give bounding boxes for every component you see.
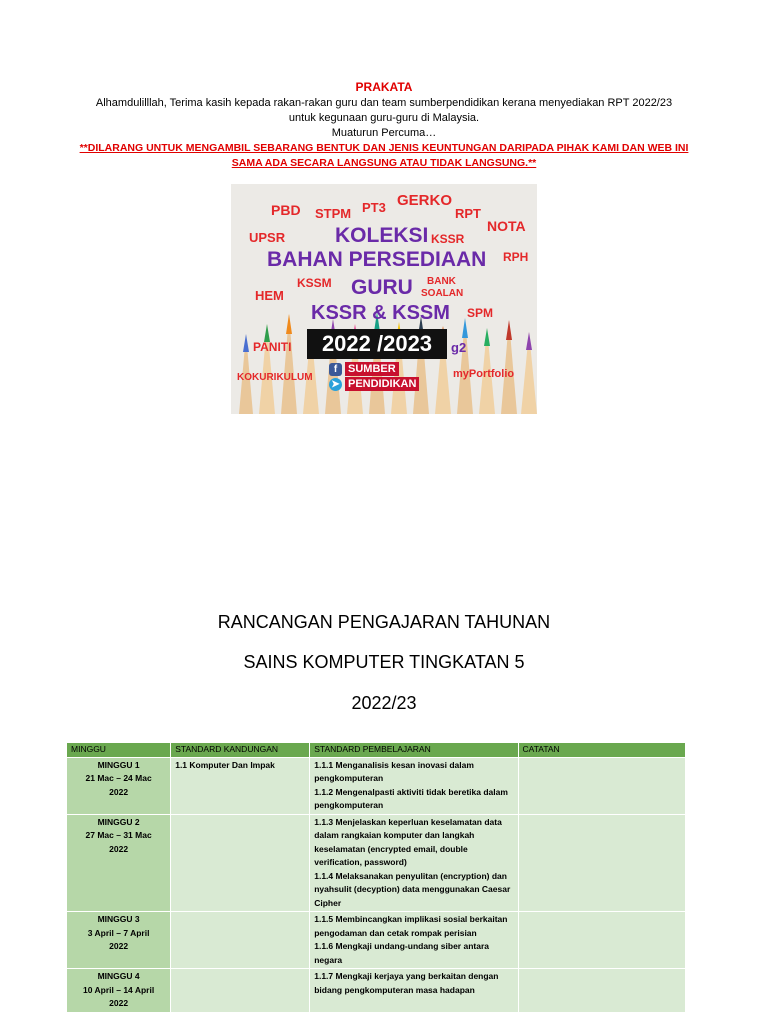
banner-word-rph: RPH — [503, 250, 529, 264]
banner-word-koleksi: KOLEKSI — [335, 224, 429, 247]
banner-word-rpt: RPT — [455, 206, 481, 221]
source-line-2: PENDIDIKAN — [345, 377, 419, 391]
week-label: MINGGU 2 — [97, 816, 140, 827]
warning-line-1: **DILARANG UNTUK MENGAMBIL SEBARANG BENTUK DAN JENIS KEUNTUNGAN DARIPADA PIHAK KAMI DAN WEB INI — [79, 142, 689, 154]
week-year: 2022 — [109, 843, 129, 854]
table-row — [67, 814, 686, 912]
week-dates: 10 April – 14 April — [83, 984, 155, 995]
banner-word-portfolio: myPortfolio — [453, 368, 515, 380]
rpt-table — [66, 742, 686, 1013]
learning-item: 1.1.1 Menganalisis kesan inovasi dalam pengkomputeran — [314, 759, 474, 783]
banner-word-pbd: PBD — [271, 202, 301, 218]
table-row — [67, 757, 686, 814]
document-year: 2022/23 — [351, 693, 417, 713]
week-cell — [67, 757, 171, 814]
learning-item: 1.1.4 Melaksanakan penyulitan (encryption) dan nyahsulit (decyption) data menggunakan Caesar Cipher — [314, 870, 511, 908]
banner-word-panitia: PANITI — [253, 340, 292, 354]
week-year: 2022 — [109, 998, 129, 1008]
document-subtitle: SAINS KOMPUTER TINGKATAN 5 — [243, 652, 525, 672]
learning-standard-cell — [310, 814, 518, 912]
banner-word-bahan: BAHAN PERSEDIAAN — [267, 248, 487, 271]
learning-item: 1.1.3 Menjelaskan keperluan keselamatan data dalam rangkaian komputer dan langkah keselamatan (encrypted email, double verification, password) — [314, 816, 502, 867]
preface — [60, 80, 708, 171]
banner-word-nota: NOTA — [487, 218, 526, 234]
banner-word-gerko: GERKO — [397, 192, 453, 209]
learning-standard-cell — [310, 757, 518, 814]
preface-title: PRAKATA — [355, 80, 413, 94]
content-standard-cell — [171, 969, 310, 1013]
week-cell — [67, 814, 171, 912]
week-label: MINGGU 4 — [97, 971, 140, 981]
learning-item: 1.1.5 Membincangkan implikasi sosial berkaitan pengodaman dan cetak rompak perisian — [314, 914, 508, 938]
banner-word-stpm: STPM — [315, 206, 352, 221]
learning-item: 1.1.6 Mengkaji undang-undang siber antara negara — [314, 941, 489, 965]
content-standard-cell: 1.1 Komputer Dan Impak — [171, 757, 310, 814]
learning-standard-cell — [310, 969, 518, 1013]
document-title: RANCANGAN PENGAJARAN TAHUNAN — [217, 612, 551, 632]
banner-word-kssr-kssm: KSSR & KSSM — [311, 302, 450, 324]
banner-word-hem: HEM — [255, 288, 284, 303]
banner-word-kokurikulum: KOKURIKULUM — [237, 372, 313, 383]
banner-image — [231, 184, 537, 414]
table-row — [67, 969, 686, 1013]
notes-cell — [518, 912, 685, 969]
banner-word-spm: SPM — [467, 306, 494, 320]
content-standard-cell — [171, 912, 310, 969]
header-minggu: MINGGU — [67, 743, 171, 758]
source-logo — [329, 362, 419, 391]
header-catatan: CATATAN — [518, 743, 685, 758]
telegram-icon: ➤ — [329, 378, 342, 391]
banner-word-bank: BANK — [427, 276, 456, 287]
notes-cell — [518, 757, 685, 814]
week-cell — [67, 969, 171, 1013]
week-year: 2022 — [109, 786, 129, 797]
week-dates: 3 April – 7 April — [87, 927, 150, 938]
banner-word-pt3: PT3 — [362, 200, 386, 215]
week-dates: 27 Mac – 31 Mac — [85, 830, 152, 840]
banner-word-guru: GURU — [351, 276, 413, 299]
banner-word-kssm: KSSM — [297, 276, 332, 290]
banner-year: 2022 /2023 — [307, 329, 447, 359]
week-year: 2022 — [109, 941, 129, 951]
warning-line-2: SAMA ADA SECARA LANGSUNG ATAU TIDAK LANGSUNG.** — [231, 157, 537, 169]
week-cell — [67, 912, 171, 969]
week-dates: 21 Mac – 24 Mac — [85, 773, 152, 783]
week-label: MINGGU 1 — [97, 759, 140, 770]
table-row — [67, 912, 686, 969]
facebook-icon: f — [329, 363, 342, 376]
notes-cell — [518, 969, 685, 1013]
learning-standard-cell — [310, 912, 518, 969]
header-standard-pembelajaran: STANDARD PEMBELAJARAN — [310, 743, 518, 758]
banner-word-g2: g2 — [451, 340, 467, 355]
banner-word-upsr: UPSR — [249, 230, 286, 245]
source-line-1: SUMBER — [345, 362, 399, 376]
table-header-row — [67, 743, 686, 758]
banner-word-kssr: KSSR — [431, 232, 465, 246]
notes-cell — [518, 814, 685, 912]
learning-item: 1.1.7 Mengkaji kerjaya yang berkaitan dengan bidang pengkomputeran masa hadapan — [314, 971, 499, 995]
week-label: MINGGU 3 — [97, 914, 140, 924]
content-standard-cell — [171, 814, 310, 912]
preface-line-2: untuk kegunaan guru-guru di Malaysia. — [288, 112, 480, 124]
learning-item: 1.1.2 Mengenalpasti aktiviti tidak beretika dalam pengkomputeran — [314, 786, 508, 810]
preface-line-1: Alhamdulilllah, Terima kasih kepada rakan-rakan guru dan team sumberpendidikan kerana menyediakan RPT 2022/23 — [95, 97, 673, 109]
header-standard-kandungan: STANDARD KANDUNGAN — [171, 743, 310, 758]
banner-word-soalan: SOALAN — [421, 288, 464, 299]
preface-line-3: Muaturun Percuma… — [331, 127, 437, 139]
